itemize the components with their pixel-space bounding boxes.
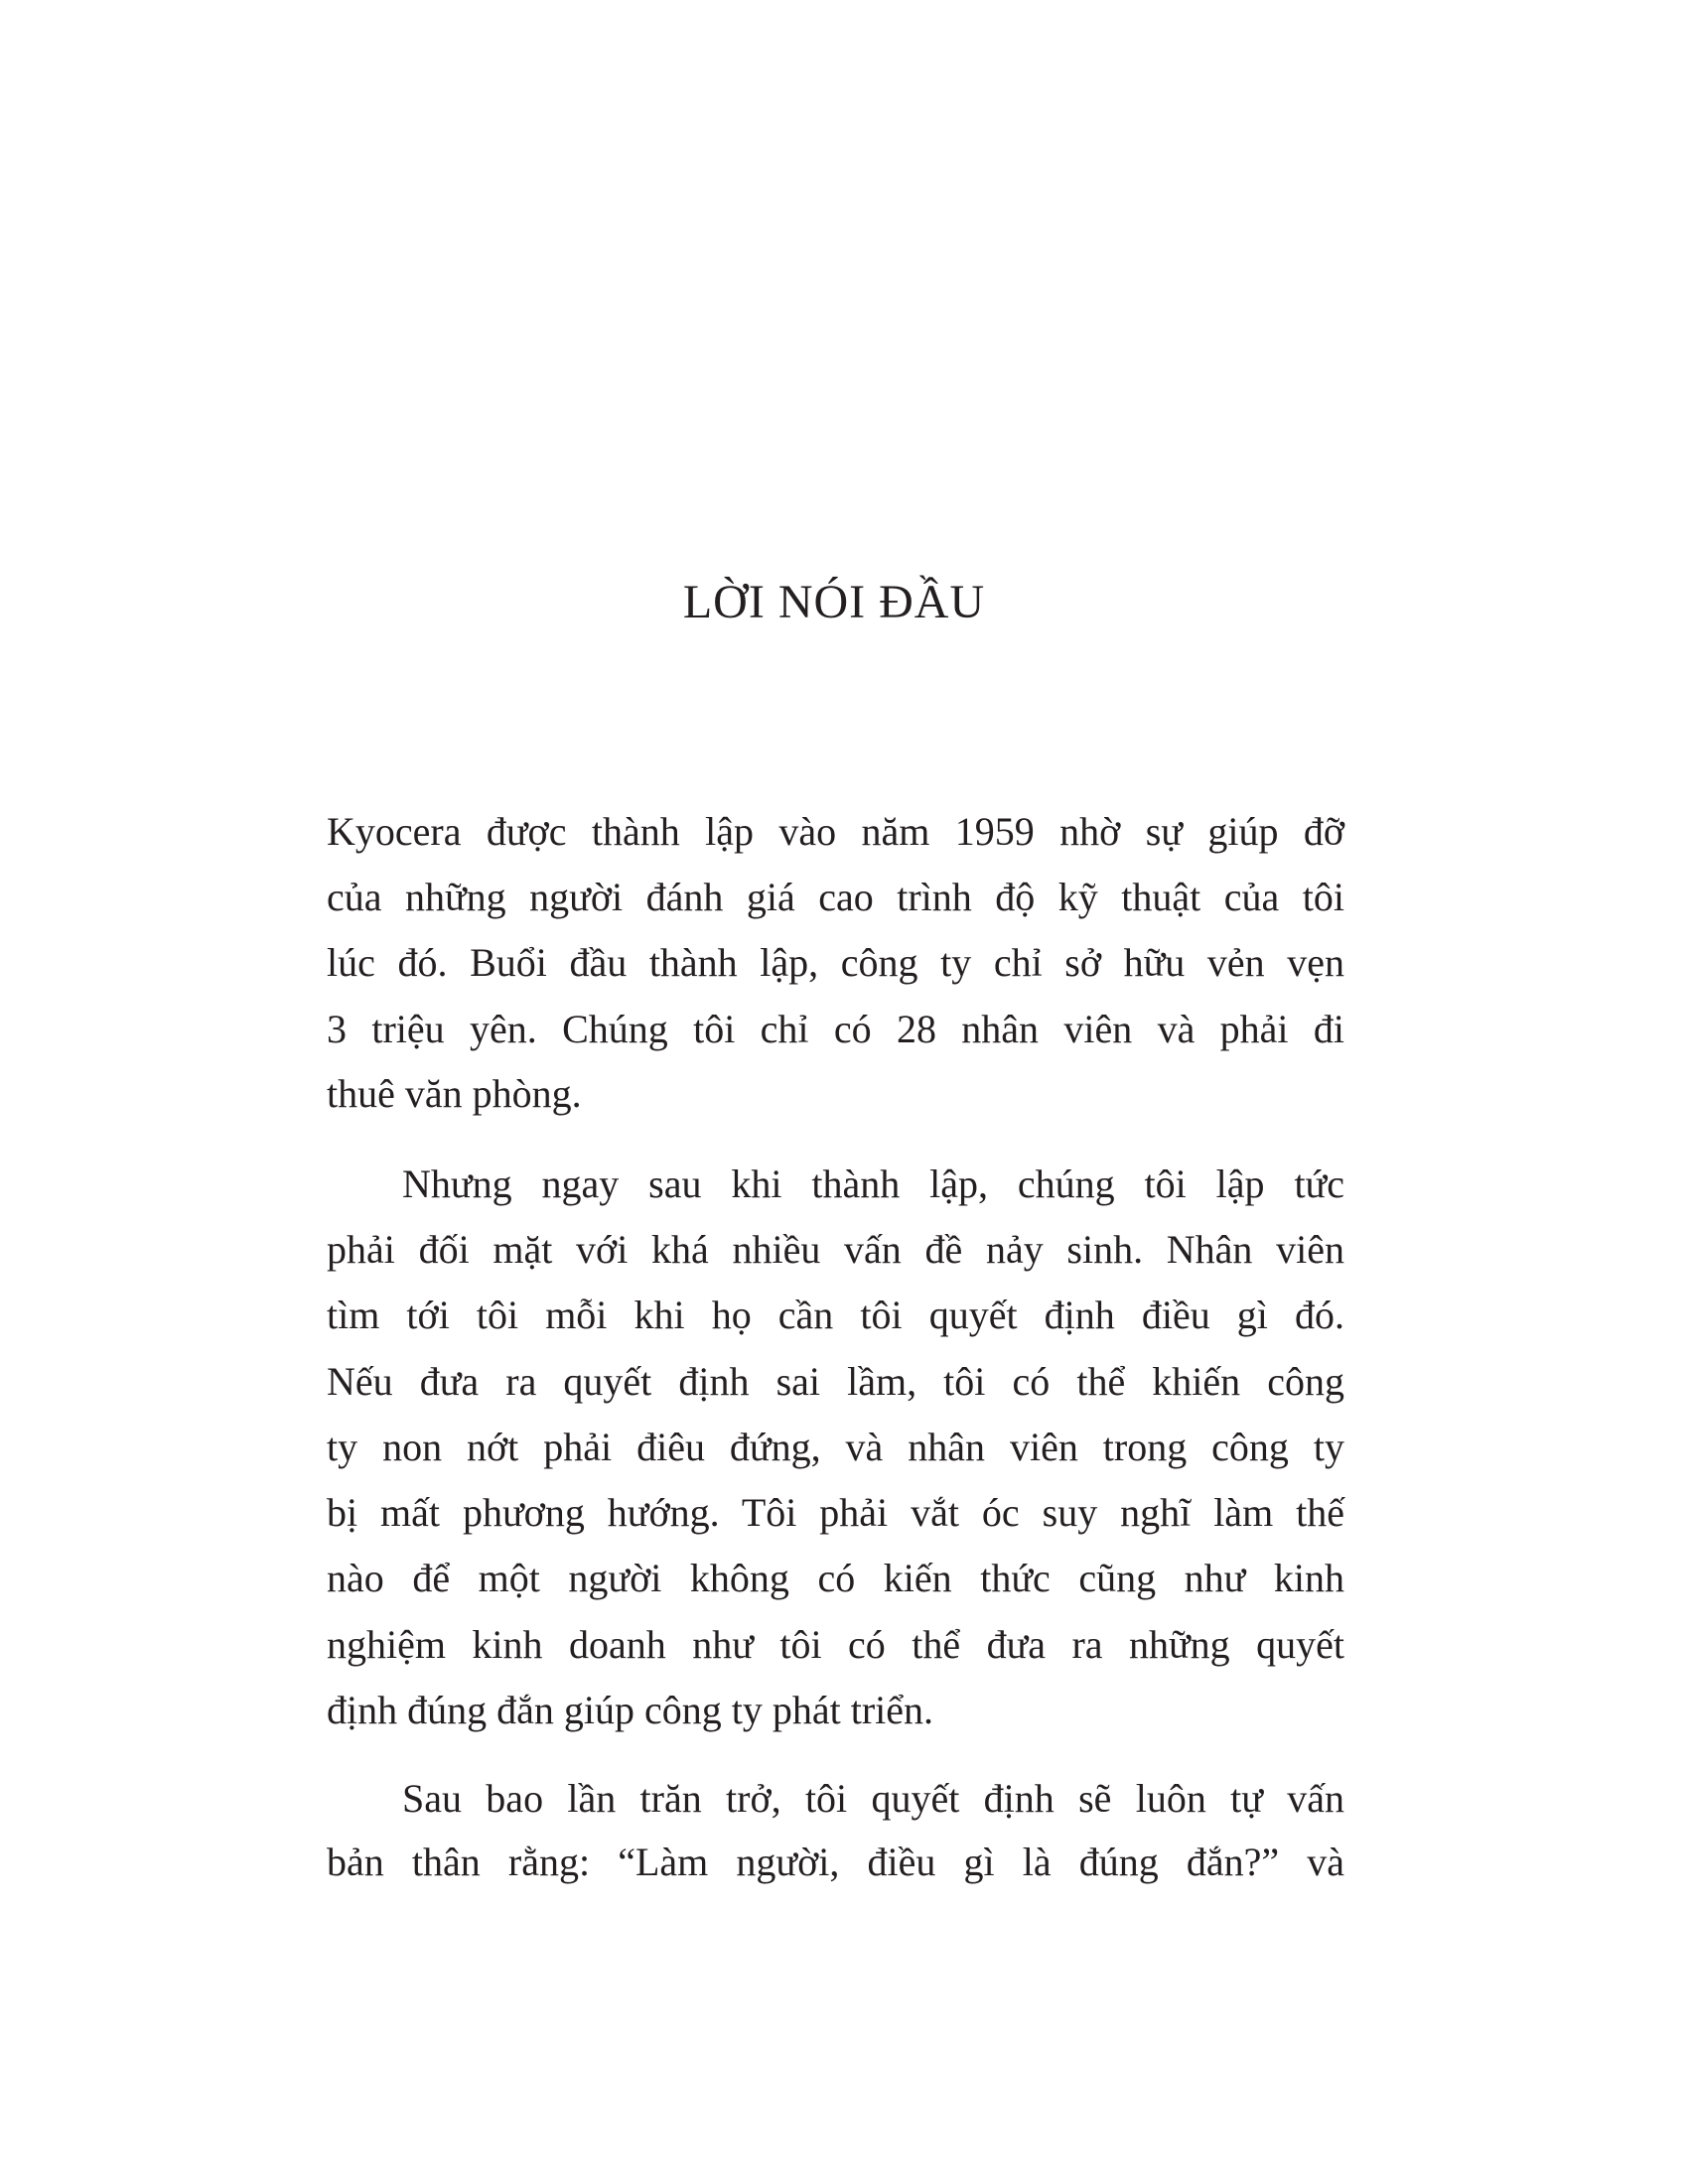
text-line: phải đối mặt với khá nhiều vấn đề nảy sinh. Nhân viên <box>327 1227 1344 1272</box>
text-line: nghiệm kinh doanh như tôi có thể đưa ra những quyết <box>327 1622 1344 1667</box>
text-line: tìm tới tôi mỗi khi họ cần tôi quyết định điều gì đó. <box>327 1293 1344 1337</box>
text-line: Nhưng ngay sau khi thành lập, chúng tôi lập tức <box>402 1161 1344 1206</box>
text-line: ty non nớt phải điêu đứng, và nhân viên trong công ty <box>327 1425 1344 1469</box>
text-line: lúc đó. Buổi đầu thành lập, công ty chỉ sở hữu vẻn vẹn <box>327 940 1344 985</box>
text-line: 3 triệu yên. Chúng tôi chỉ có 28 nhân viên và phải đi <box>327 1007 1344 1051</box>
text-line: thuê văn phòng. <box>327 1071 582 1116</box>
text-line: Sau bao lần trăn trở, tôi quyết định sẽ luôn tự vấn <box>402 1776 1344 1821</box>
text-line: của những người đánh giá cao trình độ kỹ thuật của tôi <box>327 875 1344 919</box>
text-line: định đúng đắn giúp công ty phát triển. <box>327 1688 934 1732</box>
text-line: Kyocera được thành lập vào năm 1959 nhờ sự giúp đỡ <box>327 809 1344 854</box>
chapter-title: LỜI NÓI ĐẦU <box>682 576 986 628</box>
text-line: bị mất phương hướng. Tôi phải vắt óc suy nghĩ làm thế <box>327 1490 1344 1535</box>
text-line: Nếu đưa ra quyết định sai lầm, tôi có thể khiến công <box>327 1359 1344 1404</box>
text-line: bản thân rằng: “Làm người, điều gì là đúng đắn?” và <box>327 1840 1344 1884</box>
text-line: nào để một người không có kiến thức cũng như kinh <box>327 1556 1344 1600</box>
